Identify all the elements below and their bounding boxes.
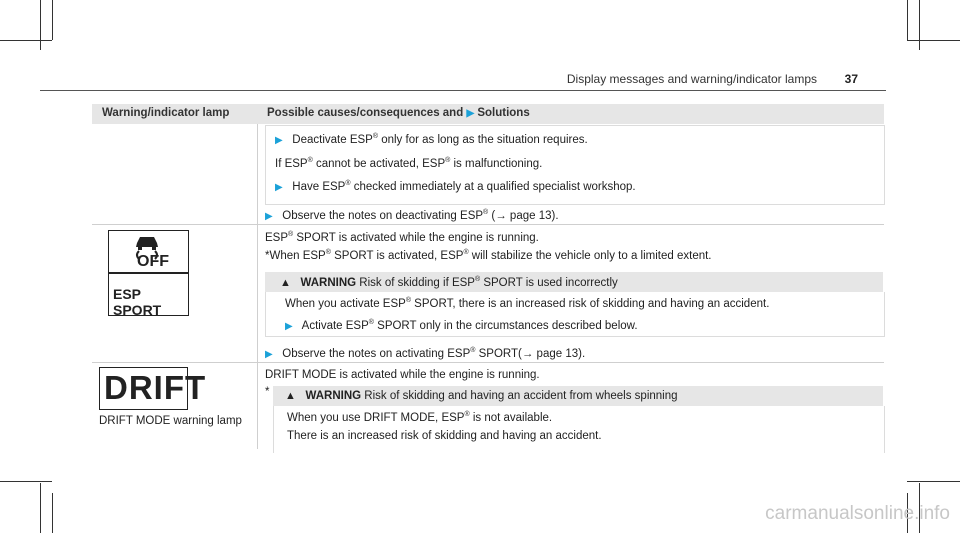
registered-mark: ® [483, 209, 489, 216]
text: If ESP [275, 157, 308, 170]
esp-sport-label: ESP SPORT [113, 286, 162, 318]
esp-malfunction-text [275, 157, 542, 170]
optional-equipment-asterisk: * [265, 386, 270, 398]
crop-mark [40, 0, 41, 50]
text: SPORT only in the circumstances described below. [373, 319, 638, 332]
step-deactivate-esp [275, 133, 588, 146]
registered-mark: ® [464, 411, 470, 418]
registered-mark: ® [307, 157, 313, 164]
step-arrow-icon: ▶ [265, 348, 273, 360]
text: Observe the notes on deactivating ESP [282, 209, 484, 222]
column-header-causes-text: Possible causes/consequences and [267, 107, 464, 119]
page-number: 37 [844, 72, 858, 86]
step-arrow-icon: ▶ [275, 181, 283, 193]
text: is malfunctioning. [450, 157, 543, 170]
registered-mark: ® [345, 180, 351, 187]
step-observe-activating [265, 347, 585, 360]
drift-mode-active-text: DRIFT MODE is activated while the engine is running. [265, 369, 540, 381]
esp-sport-icon [108, 273, 189, 316]
warning-body [285, 297, 769, 310]
text: only for as long as the situation requires. [378, 133, 588, 146]
step-have-esp-checked [275, 180, 636, 193]
registered-mark: ® [470, 347, 476, 354]
esp-sport-active-text [265, 231, 539, 244]
text: checked immediately at a qualified specialist workshop. [350, 180, 636, 193]
column-divider [257, 124, 258, 449]
drift-label: DRIFT [104, 369, 207, 406]
crop-mark [52, 493, 53, 533]
text: is not available. [469, 411, 553, 424]
text: cannot be activated, ESP [312, 157, 446, 170]
warning-triangle-icon: ▲ [285, 390, 296, 402]
registered-mark: ® [405, 297, 411, 304]
step-activate-esp-sport [285, 319, 638, 332]
esp-off-icon [108, 230, 189, 273]
registered-mark: ® [288, 231, 294, 238]
step-arrow-icon: ▶ [265, 210, 273, 222]
row-divider [92, 362, 884, 363]
drift-mode-caption: DRIFT MODE warning lamp [99, 415, 242, 427]
text: Deactivate ESP [292, 133, 373, 146]
column-header-lamp: Warning/indicator lamp [102, 107, 230, 119]
text: When you use DRIFT MODE, ESP [287, 411, 465, 424]
step-arrow-icon: ▶ [275, 134, 283, 146]
text: Risk of skidding and having an accident from wheels spinning [364, 390, 678, 402]
header-rule [40, 90, 886, 91]
text: ESP [265, 231, 289, 244]
text: Have ESP [292, 180, 346, 193]
warning-body: There is an increased risk of skidding and having an accident. [287, 430, 602, 442]
section-title: Display messages and warning/indicator lamps [566, 72, 817, 86]
row-divider [92, 224, 884, 225]
registered-mark: ® [445, 157, 451, 164]
text: SPORT, there is an increased risk of skidding and having an accident. [410, 297, 770, 310]
text: SPORT is activated while the engine is running. [293, 231, 539, 244]
text: SPORT is activated, ESP [330, 249, 464, 262]
warning-label: WARNING [300, 276, 357, 289]
warning-heading [280, 276, 618, 289]
registered-mark: ® [474, 276, 481, 283]
crop-mark [52, 0, 53, 40]
step-arrow-icon: ▶ [285, 320, 293, 332]
crop-mark [907, 481, 960, 482]
warning-triangle-icon: ▲ [280, 276, 291, 289]
crop-mark [0, 40, 52, 41]
text: When you activate ESP [285, 297, 406, 310]
esp-sport-note [265, 249, 712, 262]
crop-mark [907, 40, 960, 41]
warning-heading [285, 390, 678, 402]
watermark: carmanualsonline.info [765, 503, 950, 524]
text: SPORT is used incorrectly [480, 276, 618, 289]
solutions-arrow-icon: ▶ [466, 108, 475, 119]
warning-label: WARNING [305, 390, 362, 402]
page-reference-link[interactable]: SPORT(→ page 13). [475, 347, 586, 360]
text: will stabilize the vehicle only to a limited extent. [468, 249, 712, 262]
page-reference-link[interactable]: (→ page 13). [488, 209, 559, 222]
text: *When ESP [265, 249, 326, 262]
text: Activate ESP [301, 319, 369, 332]
registered-mark: ® [372, 133, 379, 140]
text: Risk of skidding if ESP [359, 276, 475, 289]
crop-mark [919, 0, 920, 50]
warning-body [287, 411, 552, 424]
crop-mark [40, 483, 41, 533]
crop-mark [0, 481, 52, 482]
crop-mark [907, 0, 908, 40]
step-observe-deactivating [265, 209, 559, 222]
column-header-causes [267, 107, 530, 119]
table-header [92, 104, 884, 124]
registered-mark: ® [325, 249, 331, 256]
drift-mode-icon [99, 367, 207, 410]
off-label: OFF [137, 253, 169, 270]
text: Observe the notes on activating ESP [282, 347, 471, 360]
column-header-solutions-text: Solutions [477, 107, 530, 119]
registered-mark: ® [368, 319, 374, 326]
registered-mark: ® [463, 249, 469, 256]
